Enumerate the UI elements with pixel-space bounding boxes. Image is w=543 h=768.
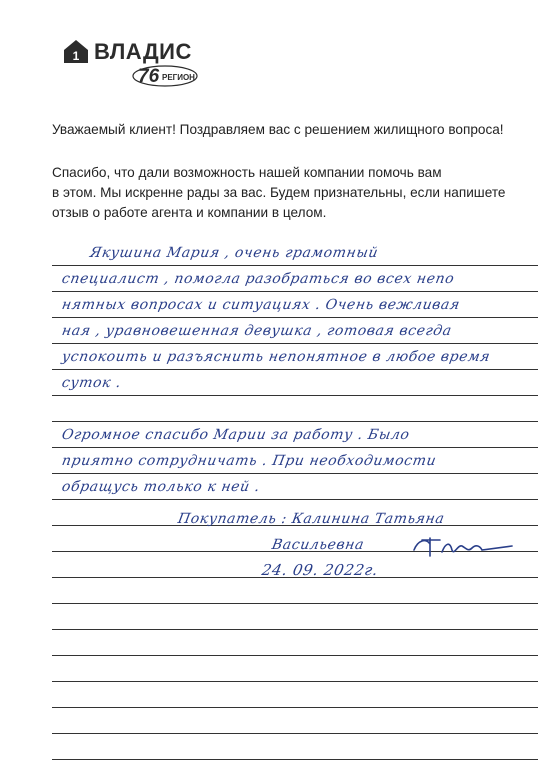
ruled-line <box>52 603 538 604</box>
intro-paragraph <box>52 163 505 223</box>
house-icon <box>62 38 90 64</box>
review-line: ная , уравновешенная девушка , готовая всегда <box>60 323 454 339</box>
ruled-line <box>52 369 538 370</box>
intro-line: Спасибо, что дали возможность нашей компании помочь вам <box>52 165 442 180</box>
brand-name: ВЛАДИС <box>94 39 192 64</box>
ruled-line <box>52 629 538 630</box>
customer-patronymic: Васильевна <box>270 537 366 553</box>
ruled-line <box>52 655 538 656</box>
review-line: обращусь только к ней . <box>60 479 262 495</box>
review-line: успокоить и разъяснить непонятное в любое время <box>60 349 492 365</box>
company-logo <box>62 36 202 88</box>
ruled-line <box>52 421 538 422</box>
ruled-line <box>52 473 538 474</box>
ruled-line <box>52 291 538 292</box>
ruled-line <box>52 707 538 708</box>
ruled-line <box>52 343 538 344</box>
intro-line: в этом. Мы искренне рады за вас. Будем признательны, если напишете <box>52 185 506 200</box>
review-date: 24. 09. 2022г. <box>260 561 380 579</box>
review-line: Якушина Мария , очень грамотный <box>88 245 380 261</box>
review-line: Огромное спасибо Марии за работу . Было <box>60 427 411 443</box>
signature <box>408 532 518 560</box>
ruled-line <box>52 265 538 266</box>
customer-name: Покупатель : Калинина Татьяна <box>176 511 446 527</box>
ruled-line <box>52 681 538 682</box>
intro-line: отзыв о работе агента и компании в целом. <box>52 205 327 220</box>
review-line: нятных вопросах и ситуациях . Очень вежливая <box>60 297 462 313</box>
review-line: специалист , помогла разобраться во всех непо <box>60 271 456 287</box>
greeting-text: Уважаемый клиент! Поздравляем вас с решением жилищного вопроса! <box>52 122 504 137</box>
review-line: приятно сотрудничать . При необходимости <box>60 453 438 469</box>
ruled-line <box>52 499 538 500</box>
house-number: 1 <box>72 49 80 63</box>
ruled-line <box>52 317 538 318</box>
ruled-line <box>52 733 538 734</box>
region-label: РЕГИОН <box>162 73 195 82</box>
ruled-line <box>52 759 538 760</box>
ruled-line <box>52 395 538 396</box>
region-number: 76 <box>138 66 160 87</box>
review-line: суток . <box>60 375 123 391</box>
ruled-line <box>52 447 538 448</box>
region-badge <box>132 63 200 87</box>
